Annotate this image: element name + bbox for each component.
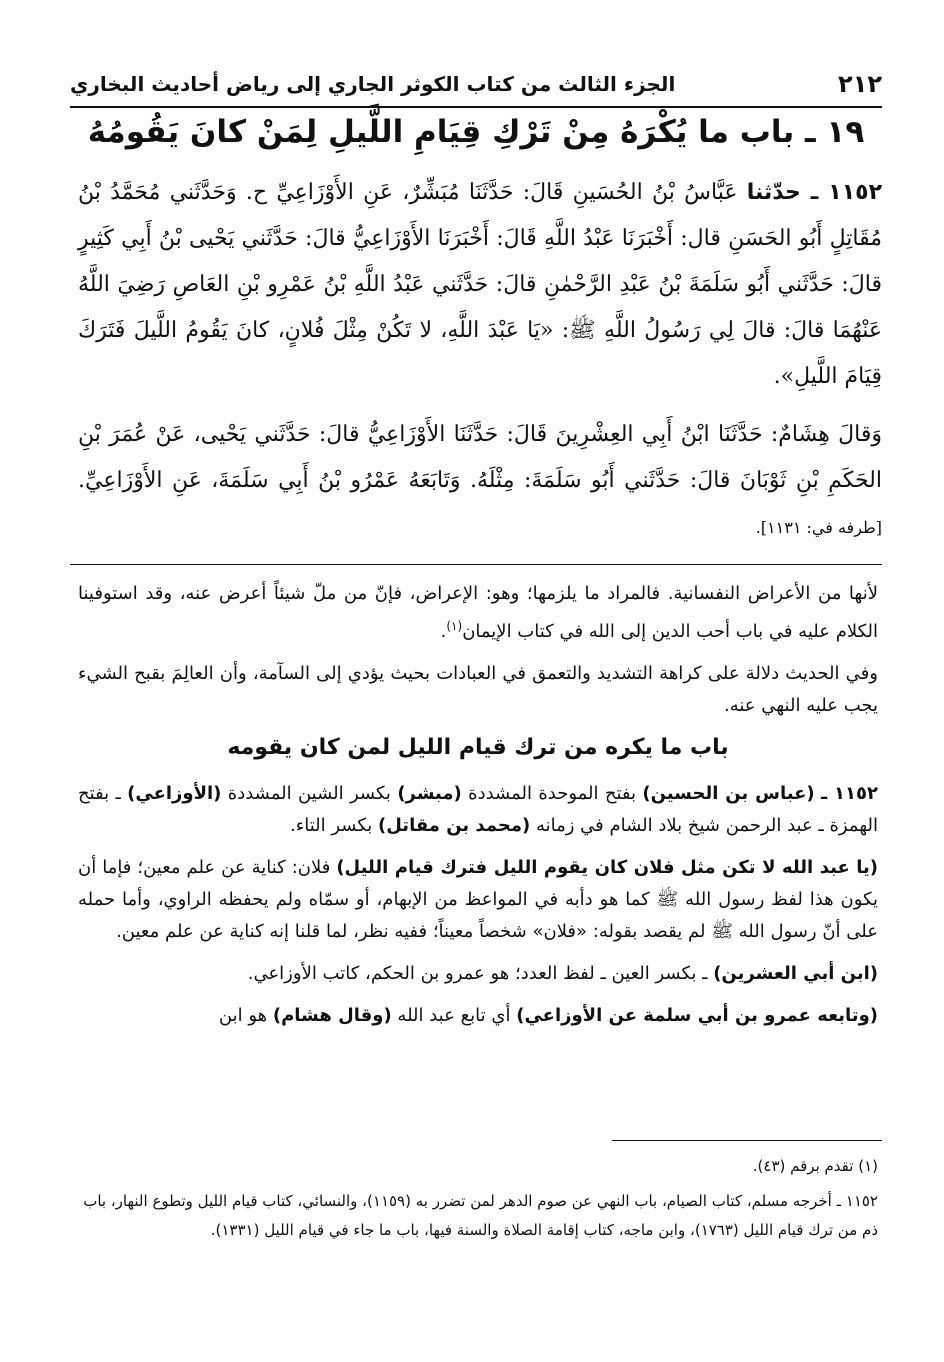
- hadith-text: [78, 170, 882, 551]
- section-divider: [70, 564, 882, 565]
- note-4-text-2: هو ابن: [218, 1005, 268, 1026]
- hadith-second-para: وَقالَ هِشَامٌ: حَدَّثَنَا ابْنُ أَبِي العِشْرِينَ قَالَ: حَدَّثَنَا الأَوْزَاعِيُّ قالَ: حَدَّثَني يَحْيى، عَنْ عُمَرَ بْنِ الحَكَمِ بْنِ ثَوْبَانَ قالَ: حَدَّثَني أَبُو سَلَمَةَ: مِثْلَهُ. وَتَابَعَهُ عَمْرُو بْنُ أَبِي سَلَمَةَ، عَنِ الأَوْزَاعِيِّ.: [78, 422, 882, 493]
- commentary-note-2: [78, 852, 878, 948]
- note-2-term: (يا عبد الله لا تكن مثل فلان كان يقوم الليل فترك قيام الليل): [336, 857, 878, 878]
- commentary-note-3: [78, 958, 878, 990]
- note-4-text-1: أي تابع عبد الله: [397, 1005, 511, 1026]
- commentary-para-1: [78, 578, 878, 648]
- hadith-main: [78, 170, 882, 400]
- commentary: [78, 578, 878, 1042]
- note-1-text-3: ـ بفتح الهمزة ـ عبد الرحمن شيخ بلاد الشام في زمانه: [78, 783, 878, 836]
- note-3-term: (ابن أبي العشرين): [713, 963, 878, 984]
- commentary-note-4: [78, 1000, 878, 1032]
- hadith-number: ١١٥٢ ـ حدّثنا: [746, 180, 882, 205]
- note-1-term-4: (محمد بن مقاتل): [378, 815, 531, 836]
- running-header: [70, 62, 882, 108]
- commentary-note-1: [78, 778, 878, 842]
- hadith-isnad-matn: عَبَّاسُ بْنُ الحُسَينِ قَالَ: حَدَّثَنَا مُبَشِّرٌ، عَنِ الأَوْزَاعِيِّ ح. وَحَدَّثَني مُحَمَّدُ بْنُ مُقَاتِلٍ أَبُو الحَسَنِ قال: أَخْبَرَنَا عَبْدُ اللَّهِ قَالَ: أَخْبَرَنَا الأَوْزَاعِيُّ قالَ: حَدَّثَني يَحْيى بْنُ أَبِي كَثِيرٍ قالَ: حَدَّثَني أَبُو سَلَمَةَ بْنُ عَبْدِ الرَّحْمٰنِ قالَ: حَدَّثَني عَبْدُ اللَّهِ بْنُ عَمْرِو بْنِ العَاصِ رَضِيَ اللَّهُ عَنْهُمَا قالَ: قالَ لِي رَسُولُ اللَّهِ ﷺ: «يَا عَبْدَ اللَّهِ، لا تَكُنْ مِثْلَ فُلانٍ، كانَ يَقُومُ اللَّيلَ فَتَرَكَ قِيَامَ اللَّيلِ».: [78, 180, 882, 389]
- running-title: الجزء الثالث من كتاب الكوثر الجاري إلى رياض أحاديث البخاري: [70, 72, 676, 96]
- hadith-cross-ref: [طرفه في: ١١٣١].: [755, 518, 882, 537]
- note-1-text-2: بكسر الشين المشددة: [227, 783, 391, 804]
- note-4-term-2: (وقال هشام): [272, 1005, 392, 1026]
- footnote-ref-1: (١): [446, 619, 463, 633]
- page-number: ٢١٢: [838, 70, 882, 98]
- chapter-heading: ١٩ ـ باب ما يُكْرَهُ مِنْ تَرْكِ قِيَامِ اللَّيلِ لِمَنْ كانَ يَقُومُهُ: [87, 114, 865, 150]
- note-1-term-3: (الأوزاعي): [127, 783, 222, 804]
- footnote-2: ١١٥٢ ـ أخرجه مسلم، كتاب الصيام، باب النهي عن صوم الدهر لمن تضرر به (١١٥٩)، والنسائي، كتاب قيام الليل وتطوع النهار، باب ذم من ترك قيام الليل (١٧٦٣)، وابن ماجه، كتاب إقامة الصلاة والسنة فيها، باب ما جاء في قيام الليل (١٣٣١).: [83, 1192, 878, 1239]
- note-1-text-4: بكسر التاء.: [290, 815, 373, 836]
- para-1-text: لأنها من الأعراض النفسانية. فالمراد ما يلزمها؛ وهو: الإعراض، فإنّ من ملّ شيئاً أعرض عنه، وقد استوفينا الكلام عليه في باب أحب الدين إلى الله في كتاب الإيمان: [78, 583, 878, 642]
- note-4-term-1: (وتابعه عمرو بن أبي سلمة عن الأوزاعي): [516, 1005, 878, 1026]
- para-1-end: .: [440, 621, 447, 642]
- hadith-follow-up: [78, 412, 882, 551]
- footnote-1: (١) تقدم برقم (٤٣).: [752, 1157, 878, 1175]
- footnote-divider: [612, 1140, 882, 1141]
- note-1-number: ١١٥٢ ـ: [820, 783, 878, 804]
- note-3-text: ـ بكسر العين ـ لفظ العدد؛ هو عمرو بن الحكم، كاتب الأوزاعي.: [247, 963, 708, 984]
- note-1-term-2: (مبشر): [397, 783, 462, 804]
- commentary-section-title: باب ما يكره من ترك قيام الليل لمن كان يقومه: [227, 735, 729, 760]
- note-2-text: فلان: كناية عن علم معين؛ فإما أن يكون هذا لفظ رسول الله ﷺ كما هو دأبه في المواعظ من الإبهام، أو سمّاه ولم يحفظه الراوي، وأما حمله على أنّ رسول الله ﷺ لم يقصد بقوله: «فلان» شخصاً معيناً؛ ففيه نظر، لما قلنا إنه كناية عن علم معين.: [78, 857, 878, 942]
- footnotes: [78, 1152, 878, 1251]
- note-1-term-1: (عباس بن الحسين): [642, 783, 815, 804]
- commentary-para-2: وفي الحديث دلالة على كراهة التشديد والتعمق في العبادات بحيث يؤدي إلى السآمة، وأن العالِمَ بقبح الشيء يجب عليه النهي عنه.: [78, 663, 878, 716]
- note-1-text-1: بفتح الموحدة المشددة: [468, 783, 637, 804]
